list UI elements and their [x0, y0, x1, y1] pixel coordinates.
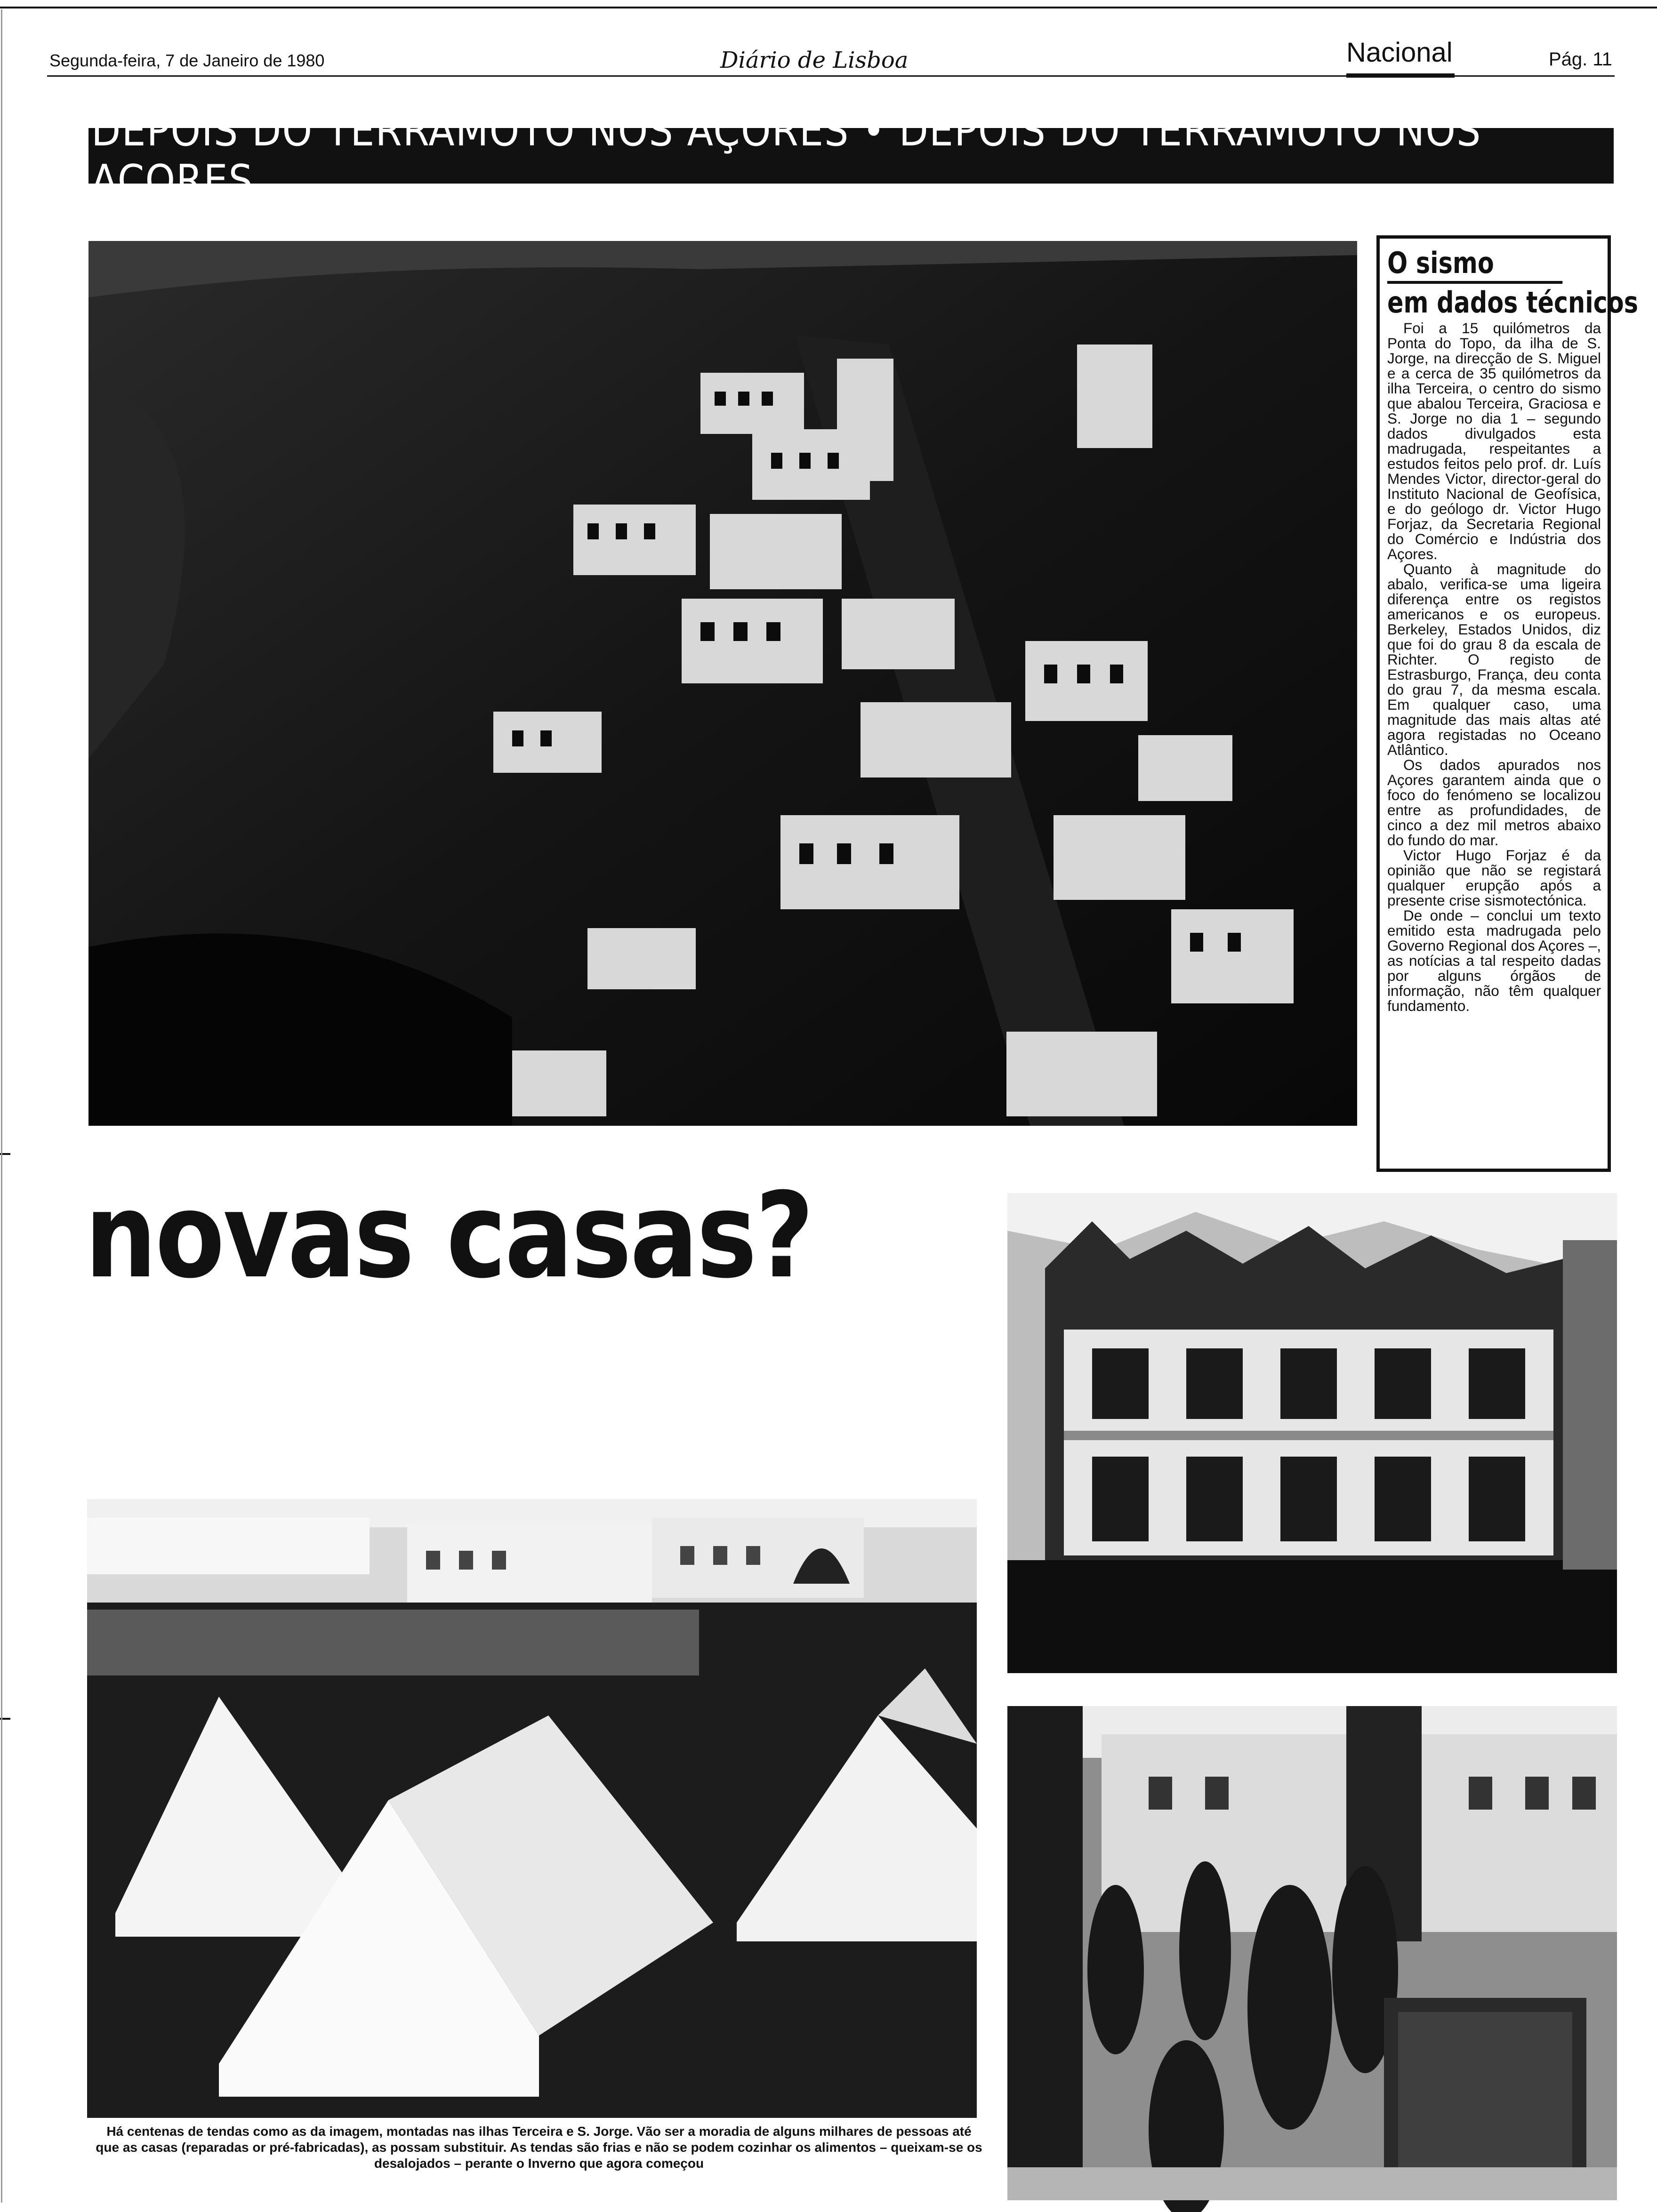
sidebar-paragraph: Quanto à magnitude do abalo, verifica-se uma ligeira diferença entre os registos americanos e os europeus. Berkeley, Estados Unidos, diz que foi do grau 8 da escala de Richter. O registo de Estrasburgo, França, deu conta do grau 7, da mesma escala. Em qualquer caso, uma magnitude das mais altas até agora registadas no Oceano Atlântico.	[1387, 561, 1601, 758]
section-underline	[1346, 73, 1455, 78]
issue-date: Segunda-feira, 7 de Janeiro de 1980	[49, 51, 325, 70]
newspaper-title: Diário de Lisboa	[720, 47, 909, 73]
aerial-village-photo	[88, 241, 1357, 1126]
sidebar-body	[1387, 321, 1601, 1013]
sidebar-paragraph: Foi a 15 quilómetros da Ponta do Topo, da ilha de S. Jorge, na direcção de S. Miguel e a cerca de 35 quilómetros da ilha Terceira, o centro do sismo que abalou Terceira, Graciosa e S. Jorge no dia 1 – segundo dados divulgados esta madrugada, respeitantes a estudos feitos pelo prof. dr. Luís Mendes Victor, director-geral do Instituto Nacional de Geofísica, e do geólogo dr. Victor Hugo Forjaz, da Secretaria Regional do Comércio e Indústria dos Açores.	[1387, 320, 1601, 562]
sidebar-paragraph: Victor Hugo Forjaz é da opinião que não se registará qualquer erupção após a presente crise sismotectónica.	[1387, 847, 1601, 909]
technical-data-box	[1376, 235, 1639, 1172]
page-number: Pág. 11	[1549, 49, 1612, 70]
sidebar-title-line1: O sismo	[1387, 246, 1494, 280]
section-label: Nacional	[1346, 37, 1453, 68]
street-scene-photo	[1007, 1706, 1617, 2200]
ruined-building-photo	[1007, 1193, 1617, 1673]
sidebar-title-line2: em dados técnicos	[1387, 281, 1562, 319]
tents-photo	[87, 1499, 977, 2118]
left-border	[1, 9, 2, 2203]
sidebar-paragraph: De onde – conclui um texto emitido esta madrugada pelo Governo Regional dos Açores –, as notícias a tal respeito dadas por alguns órgãos de informação, não têm qualquer fundamento.	[1387, 907, 1601, 1014]
headline: novas casas?	[85, 1167, 812, 1304]
sidebar-paragraph: Os dados apurados nos Açores garantem ainda que o foco do fenómeno se localizou entre as profundidades, de cinco a dez mil metros abaixo do fundo do mar.	[1387, 756, 1601, 849]
tents-caption: Há centenas de tendas como as da imagem, montadas nas ilhas Terceira e S. Jorge. Vão ser a moradia de alguns milhares de pessoas até que as casas (reparadas or pré-fabricadas), as possam substituir. As tendas são frias e não se podem cozinhar os alimentos – queixam-se os desalojados – perante o Inverno que agora começou	[96, 2124, 982, 2171]
top-border	[0, 7, 1657, 8]
section-banner: DEPOIS DO TERRAMOTO NOS AÇORES • DEPOIS DO TERRAMOTO NOS AÇORES	[88, 128, 1614, 184]
